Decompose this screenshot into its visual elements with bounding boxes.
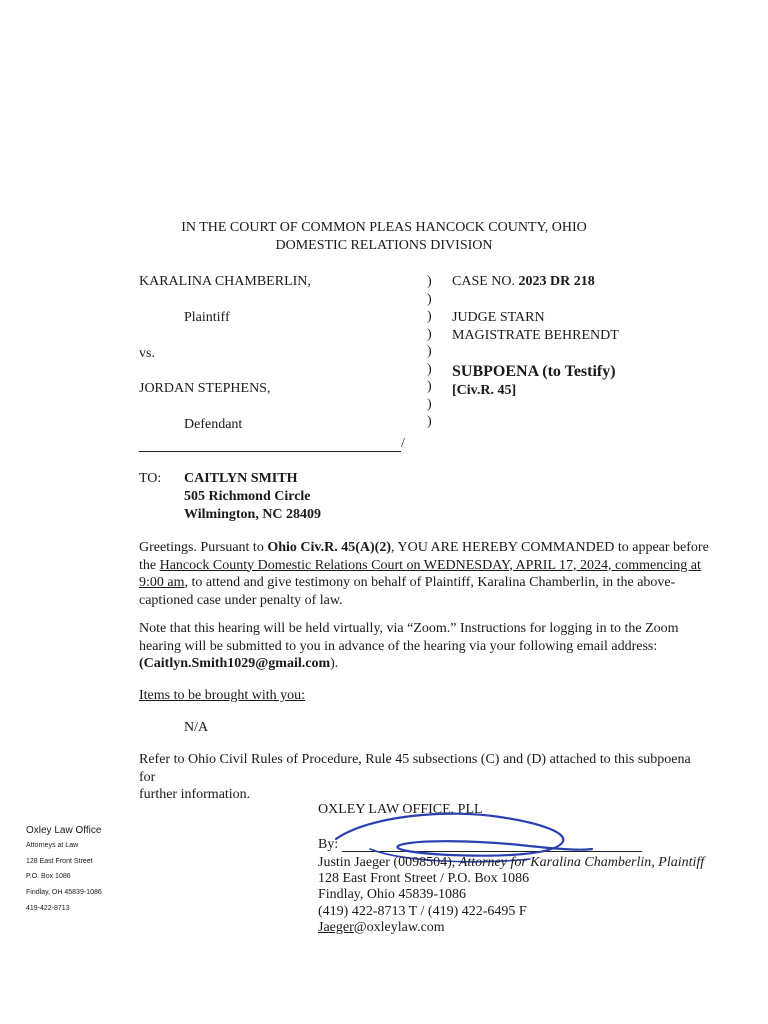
sidebar-line: Attorneys at Law — [26, 842, 79, 849]
case-number-value: 2023 DR 218 — [518, 274, 595, 289]
command-line: captioned case under penalty of law. — [139, 592, 343, 608]
sidebar-line: 419-422-8713 — [26, 905, 70, 912]
plaintiff-name: KARALINA CHAMBERLIN, — [139, 274, 311, 289]
command-text: the — [139, 557, 160, 573]
sidebar-firm-name: Oxley Law Office — [26, 825, 102, 836]
refer-line: Refer to Ohio Civil Rules of Procedure, Rule 45 subsections (C) and (D) attached to this subpoena for — [139, 752, 691, 785]
paren: ) — [427, 309, 432, 324]
paren: ) — [427, 344, 432, 359]
email-domain: @oxleylaw.com — [353, 920, 445, 935]
firm-address-2: Findlay, Ohio 45839-1086 — [318, 887, 467, 902]
note-line — [139, 655, 709, 673]
attorney-email[interactable] — [318, 919, 445, 936]
attorney-role: Attorney for Karalina Chamberlin, Plaintiff — [458, 855, 705, 870]
magistrate-name: MAGISTRATE BEHRENDT — [452, 328, 619, 343]
attorney-name: Justin Jaeger (0098504), — [318, 855, 459, 870]
refer-paragraph — [139, 751, 709, 804]
hearing-time: 9:00 am — [139, 575, 185, 590]
paren: ) — [427, 274, 432, 289]
paren: ) — [427, 361, 432, 377]
command-text: Greetings. Pursuant to — [139, 540, 268, 555]
paren: ) — [427, 396, 432, 412]
command-line — [139, 539, 709, 557]
case-number-label: CASE NO. — [452, 274, 516, 289]
note-end: ). — [330, 656, 339, 671]
firm-phones: (419) 422-8713 T / (419) 422-6495 F — [318, 904, 527, 919]
zoom-note — [139, 620, 709, 673]
firm-name: OXLEY LAW OFFICE, PLL — [318, 802, 483, 817]
recipient-street: 505 Richmond Circle — [184, 489, 311, 504]
paren: ) — [427, 326, 432, 342]
versus-label: vs. — [139, 346, 155, 361]
note-line: Note that this hearing will be held virtually, via “Zoom.” Instructions for logging in to the Zoom — [139, 621, 679, 636]
caption-slash: / — [401, 436, 405, 451]
command-line — [139, 574, 709, 592]
items-value: N/A — [184, 720, 209, 735]
sidebar-line: P.O. Box 1086 — [26, 873, 71, 880]
paren: ) — [427, 379, 432, 394]
command-text: , to attend and give testimony on behalf of Plaintiff, Karalina Chamberlin, in the above- — [184, 575, 676, 590]
case-number — [452, 273, 595, 290]
command-paragraph — [139, 539, 709, 609]
note-line: hearing will be submitted to you in advance of the hearing via your following email address: — [139, 638, 658, 654]
caption-parens — [427, 273, 432, 431]
firm-address-1: 128 East Front Street / P.O. Box 1086 — [318, 871, 530, 886]
refer-line: further information. — [139, 787, 251, 802]
command-text: , YOU ARE HEREBY COMMANDED to appear before — [391, 540, 709, 555]
court-division: DOMESTIC RELATIONS DIVISION — [275, 238, 493, 253]
document-title: SUBPOENA (to Testify) — [452, 363, 616, 380]
hearing-date: Hancock County Domestic Relations Court on WEDNESDAY, APRIL 17, 2024, commencing at — [159, 557, 701, 573]
paren: ) — [427, 414, 432, 429]
command-line — [139, 557, 709, 575]
recipient-name: CAITLYN SMITH — [184, 471, 298, 486]
sidebar-line: 128 East Front Street — [26, 858, 93, 865]
judge-name: JUDGE STARN — [452, 310, 545, 325]
plaintiff-role: Plaintiff — [184, 310, 230, 325]
to-label: TO: — [139, 471, 162, 486]
caption-rule — [139, 451, 401, 452]
recipient-city: Wilmington, NC 28409 — [184, 507, 322, 522]
rule-reference: [Civ.R. 45] — [452, 383, 517, 398]
email-user: Jaeger — [318, 920, 354, 935]
sidebar-line: Findlay, OH 45839-1086 — [26, 889, 102, 896]
defendant-name: JORDAN STEPHENS, — [139, 381, 271, 396]
by-label: By: — [318, 837, 339, 852]
defendant-role: Defendant — [184, 417, 243, 432]
court-name: IN THE COURT OF COMMON PLEAS HANCOCK COUNTY, OHIO — [181, 220, 587, 235]
rule-citation: Ohio Civ.R. 45(A)(2) — [267, 540, 391, 555]
attorney-line — [318, 854, 704, 871]
paren: ) — [427, 291, 432, 307]
recipient-email: (Caitlyn.Smith1029@gmail.com — [139, 656, 331, 671]
items-label: Items to be brought with you: — [139, 688, 306, 703]
